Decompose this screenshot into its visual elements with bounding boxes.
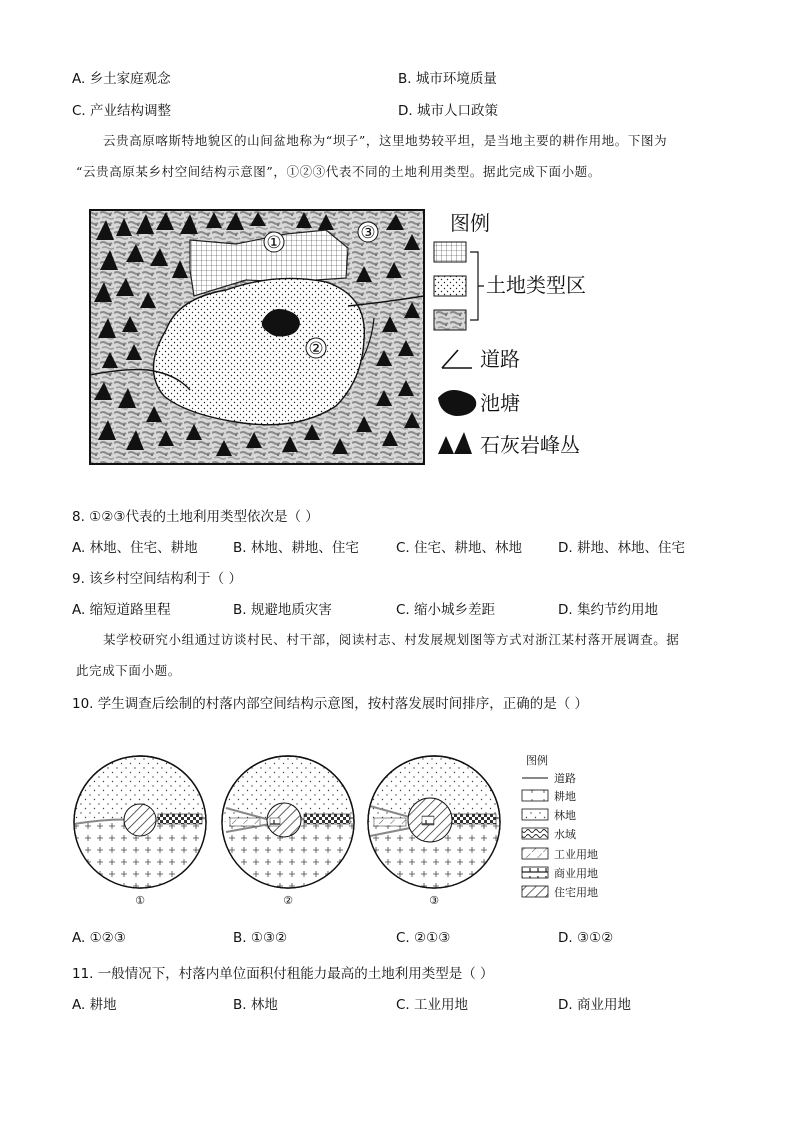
- circle-label-3: ③: [429, 894, 439, 907]
- legend2-road: 道路: [554, 772, 576, 785]
- q7-option-b[interactable]: B. 城市环境质量: [398, 71, 497, 87]
- q8-stem: 8. ①②③代表的土地利用类型依次是（ ）: [72, 509, 319, 525]
- passage2-line1: 某学校研究小组通过访谈村民、村干部，阅读村志、村发展规划图等方式对浙江某村落开展调查。据: [103, 632, 680, 647]
- legend-pond-icon: [438, 390, 476, 416]
- legend-land-type: 土地类型区: [486, 273, 586, 297]
- legend2-residential: 住宅用地: [554, 886, 598, 899]
- q10-option-a[interactable]: A. ①②③: [72, 930, 126, 946]
- legend-road: 道路: [480, 347, 520, 371]
- diagram-circle-2: [222, 756, 354, 888]
- q11-stem: 11. 一般情况下，村落内单位面积付租能力最高的土地利用类型是（ ）: [72, 966, 494, 982]
- q11-option-d[interactable]: D. 商业用地: [558, 997, 631, 1013]
- q11-option-b[interactable]: B. 林地: [233, 997, 278, 1013]
- legend-swatch-dots: [434, 276, 466, 296]
- legend2-commercial-swatch: [522, 867, 548, 878]
- legend-karst: 石灰岩峰丛: [480, 433, 580, 457]
- village-spatial-structure-map: [86, 200, 616, 472]
- legend-pond: 池塘: [480, 391, 520, 415]
- q7-option-d[interactable]: D. 城市人口政策: [398, 103, 498, 119]
- legend2-farmland-swatch: [522, 790, 548, 801]
- circle-label-2: ②: [283, 894, 293, 907]
- legend-title: 图例: [450, 211, 490, 235]
- legend2-water: 水域: [554, 828, 576, 841]
- marker-3: ③: [360, 223, 376, 243]
- legend2-residential-swatch: [522, 886, 548, 897]
- q11-option-a[interactable]: A. 耕地: [72, 997, 117, 1013]
- legend2-forest-swatch: [522, 809, 548, 820]
- q10-option-d[interactable]: D. ③①②: [558, 930, 614, 946]
- legend-swatch-forest: [434, 310, 466, 330]
- marker-2: ②: [308, 339, 324, 359]
- q10-option-b[interactable]: B. ①③②: [233, 930, 288, 946]
- legend2-commercial: 商业用地: [554, 867, 598, 880]
- q10-option-c[interactable]: C. ②①③: [396, 930, 451, 946]
- legend2-title: 图例: [526, 754, 548, 767]
- q9-stem: 9. 该乡村空间结构利于（ ）: [72, 571, 242, 587]
- q8-option-a[interactable]: A. 林地、住宅、耕地: [72, 540, 198, 556]
- q9-option-d[interactable]: D. 集约节约用地: [558, 602, 658, 618]
- legend2-industrial-swatch: [522, 848, 548, 859]
- legend-swatch-grid: [434, 242, 466, 262]
- q8-option-d[interactable]: D. 耕地、林地、住宅: [558, 540, 685, 556]
- diagram-circle-1: [74, 756, 206, 888]
- marker-1: ①: [266, 233, 282, 253]
- q7-option-a[interactable]: A. 乡土家庭观念: [72, 71, 171, 87]
- legend-karst-icon: [438, 432, 472, 454]
- passage2-line2: 此完成下面小题。: [76, 663, 181, 678]
- q7-option-c[interactable]: C. 产业结构调整: [72, 103, 172, 119]
- circle-label-1: ①: [135, 894, 145, 907]
- legend2-industrial: 工业用地: [554, 848, 598, 861]
- q8-option-b[interactable]: B. 林地、耕地、住宅: [233, 540, 359, 556]
- q9-option-c[interactable]: C. 缩小城乡差距: [396, 602, 496, 618]
- legend2-forest: 林地: [554, 809, 576, 822]
- q11-option-c[interactable]: C. 工业用地: [396, 997, 469, 1013]
- legend-brace: [470, 252, 484, 320]
- q9-option-b[interactable]: B. 规避地质灾害: [233, 602, 332, 618]
- passage1-line1: 云贵高原喀斯特地貌区的山间盆地称为“坝子”，这里地势较平坦，是当地主要的耕作用地。下图为: [103, 133, 668, 148]
- legend2-water-swatch: [522, 828, 548, 839]
- q10-stem: 10. 学生调查后绘制的村落内部空间结构示意图，按村落发展时间排序，正确的是（ ）: [72, 696, 589, 712]
- legend-road-icon: [442, 350, 472, 368]
- village-structure-diagrams: [70, 748, 630, 910]
- legend2-farmland: 耕地: [554, 790, 576, 803]
- q8-option-c[interactable]: C. 住宅、耕地、林地: [396, 540, 523, 556]
- passage1-line2: “云贵高原某乡村空间结构示意图”，①②③代表不同的土地利用类型。据此完成下面小题。: [76, 164, 601, 179]
- diagram-circle-3: [368, 756, 500, 888]
- q9-option-a[interactable]: A. 缩短道路里程: [72, 602, 171, 618]
